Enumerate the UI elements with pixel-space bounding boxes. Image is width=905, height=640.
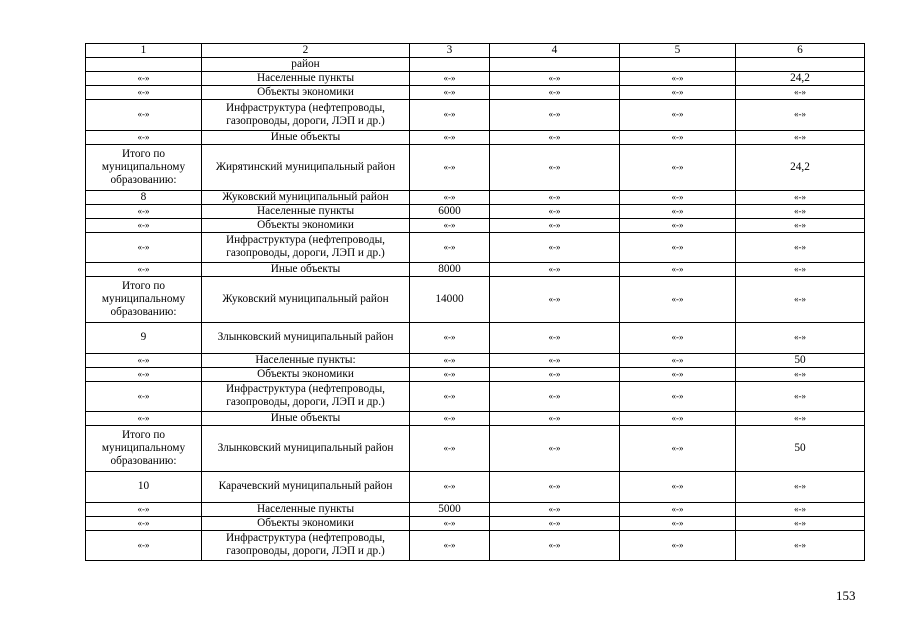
header-cell-2: 2 [202, 44, 410, 58]
table-cell-col5: «-» [620, 353, 736, 367]
table-cell-col4: «-» [490, 412, 620, 426]
table-cell-col1: «-» [86, 516, 202, 530]
table-cell-col1 [86, 58, 202, 72]
table-cell-col1: Итого по муниципальному образованию: [86, 277, 202, 323]
document-table [85, 43, 865, 561]
table-row [86, 472, 865, 503]
table-cell-col2: Иные объекты [202, 130, 410, 144]
table-cell-col1: «-» [86, 100, 202, 131]
table-cell-col2: Инфраструктура (нефтепроводы, газопроводы, дороги, ЛЭП и др.) [202, 381, 410, 412]
table-cell-col3: «-» [410, 353, 490, 367]
table-row [86, 367, 865, 381]
table-cell-col5: «-» [620, 263, 736, 277]
table-cell-col1: «-» [86, 218, 202, 232]
table-cell-col1: Итого по муниципальному образованию: [86, 426, 202, 472]
table-cell-col3: «-» [410, 426, 490, 472]
table-cell-col5: «-» [620, 516, 736, 530]
table-cell-col6: «-» [736, 218, 865, 232]
table-cell-col4: «-» [490, 277, 620, 323]
table-row [86, 130, 865, 144]
table-cell-col1: 8 [86, 190, 202, 204]
table-cell-col5: «-» [620, 277, 736, 323]
table-cell-col3: «-» [410, 100, 490, 131]
table-header-row [86, 44, 865, 58]
table-row [86, 353, 865, 367]
table-cell-col1: «-» [86, 502, 202, 516]
table-cell-col4: «-» [490, 204, 620, 218]
table-cell-col6: «-» [736, 516, 865, 530]
table-cell-col2: Иные объекты [202, 263, 410, 277]
table-cell-col2: Злынковский муниципальный район [202, 323, 410, 354]
table-cell-col1: 10 [86, 472, 202, 503]
table-cell-col3: 5000 [410, 502, 490, 516]
table-cell-col3: «-» [410, 323, 490, 354]
table-cell-col6: 50 [736, 426, 865, 472]
table-cell-col2: Объекты экономики [202, 86, 410, 100]
table-cell-col5: «-» [620, 204, 736, 218]
table-cell-col2: Карачевский муниципальный район [202, 472, 410, 503]
table-cell-col3: «-» [410, 412, 490, 426]
table-cell-col3: «-» [410, 516, 490, 530]
table-cell-col6: «-» [736, 381, 865, 412]
table-cell-col2: Населенные пункты [202, 502, 410, 516]
table-row [86, 426, 865, 472]
table-row [86, 232, 865, 263]
table-cell-col6: «-» [736, 263, 865, 277]
table-cell-col3: 8000 [410, 263, 490, 277]
table-cell-col2: Объекты экономики [202, 218, 410, 232]
table-row [86, 86, 865, 100]
table-cell-col6: «-» [736, 277, 865, 323]
table-cell-col5: «-» [620, 426, 736, 472]
page-number: 153 [836, 588, 856, 603]
header-cell-5: 5 [620, 44, 736, 58]
table-cell-col5 [620, 58, 736, 72]
table-cell-col3: 14000 [410, 277, 490, 323]
table-cell-col2: Объекты экономики [202, 367, 410, 381]
table-cell-col6: «-» [736, 204, 865, 218]
table-cell-col5: «-» [620, 472, 736, 503]
table-cell-col4: «-» [490, 367, 620, 381]
table-cell-col5: «-» [620, 86, 736, 100]
table-cell-col6: «-» [736, 190, 865, 204]
table-cell-col4: «-» [490, 502, 620, 516]
table-cell-col6: «-» [736, 472, 865, 503]
table-cell-col2: Населенные пункты [202, 204, 410, 218]
table-cell-col5: «-» [620, 530, 736, 561]
table-cell-col6: 24,2 [736, 72, 865, 86]
table-cell-col1: «-» [86, 263, 202, 277]
table-cell-col6: 50 [736, 353, 865, 367]
table-cell-col4: «-» [490, 263, 620, 277]
table-cell-col5: «-» [620, 323, 736, 354]
table-cell-col1: Итого по муниципальному образованию: [86, 144, 202, 190]
table-cell-col3: 6000 [410, 204, 490, 218]
table-row [86, 72, 865, 86]
table-cell-col1: «-» [86, 381, 202, 412]
table-cell-col2: район [202, 58, 410, 72]
table-cell-col4 [490, 58, 620, 72]
table-cell-col1: «-» [86, 530, 202, 561]
table-cell-col6: «-» [736, 86, 865, 100]
table-cell-col2: Инфраструктура (нефтепроводы, газопроводы, дороги, ЛЭП и др.) [202, 100, 410, 131]
header-cell-3: 3 [410, 44, 490, 58]
table-cell-col4: «-» [490, 323, 620, 354]
table-cell-col1: 9 [86, 323, 202, 354]
table-row [86, 58, 865, 72]
table-cell-col6: «-» [736, 502, 865, 516]
table-row [86, 502, 865, 516]
table-cell-col3: «-» [410, 472, 490, 503]
table-cell-col3: «-» [410, 367, 490, 381]
table-cell-col4: «-» [490, 72, 620, 86]
table-cell-col2: Населенные пункты [202, 72, 410, 86]
table-cell-col5: «-» [620, 130, 736, 144]
table-cell-col3: «-» [410, 381, 490, 412]
table-cell-col1: «-» [86, 86, 202, 100]
table-row [86, 323, 865, 354]
table-cell-col5: «-» [620, 100, 736, 131]
table-cell-col2: Жуковский муниципальный район [202, 190, 410, 204]
table-row [86, 100, 865, 131]
table-row [86, 144, 865, 190]
table-cell-col2: Инфраструктура (нефтепроводы, газопроводы, дороги, ЛЭП и др.) [202, 232, 410, 263]
table-row [86, 190, 865, 204]
table-cell-col4: «-» [490, 426, 620, 472]
table-row [86, 277, 865, 323]
table-cell-col3: «-» [410, 190, 490, 204]
table-cell-col4: «-» [490, 144, 620, 190]
table-cell-col5: «-» [620, 502, 736, 516]
table-cell-col5: «-» [620, 232, 736, 263]
table-cell-col1: «-» [86, 72, 202, 86]
table-cell-col1: «-» [86, 412, 202, 426]
table-cell-col2: Жуковский муниципальный район [202, 277, 410, 323]
table-cell-col6: «-» [736, 130, 865, 144]
table-cell-col1: «-» [86, 204, 202, 218]
table-cell-col4: «-» [490, 381, 620, 412]
table-cell-col6: «-» [736, 367, 865, 381]
table-cell-col3: «-» [410, 86, 490, 100]
table-cell-col2: Объекты экономики [202, 516, 410, 530]
table-cell-col1: «-» [86, 130, 202, 144]
table-cell-col2: Населенные пункты: [202, 353, 410, 367]
table-cell-col5: «-» [620, 144, 736, 190]
header-cell-6: 6 [736, 44, 865, 58]
table-row [86, 516, 865, 530]
table-cell-col2: Жирятинский муниципальный район [202, 144, 410, 190]
table-cell-col6: «-» [736, 323, 865, 354]
table-cell-col2: Злынковский муниципальный район [202, 426, 410, 472]
table-cell-col4: «-» [490, 232, 620, 263]
table-cell-col4: «-» [490, 530, 620, 561]
table-cell-col3: «-» [410, 530, 490, 561]
table-cell-col6: 24,2 [736, 144, 865, 190]
table-cell-col1: «-» [86, 232, 202, 263]
table-body [86, 44, 865, 561]
table-cell-col6: «-» [736, 232, 865, 263]
table-cell-col5: «-» [620, 218, 736, 232]
table-cell-col3: «-» [410, 232, 490, 263]
table-cell-col1: «-» [86, 353, 202, 367]
table-cell-col2: Иные объекты [202, 412, 410, 426]
table-cell-col6 [736, 58, 865, 72]
table-cell-col4: «-» [490, 516, 620, 530]
table-cell-col5: «-» [620, 190, 736, 204]
table-cell-col1: «-» [86, 367, 202, 381]
table-cell-col5: «-» [620, 412, 736, 426]
table-row [86, 263, 865, 277]
table-cell-col3 [410, 58, 490, 72]
table-cell-col4: «-» [490, 100, 620, 131]
table-row [86, 204, 865, 218]
table-cell-col6: «-» [736, 530, 865, 561]
table-cell-col6: «-» [736, 100, 865, 131]
header-cell-4: 4 [490, 44, 620, 58]
table-row [86, 412, 865, 426]
table-row [86, 530, 865, 561]
table-cell-col4: «-» [490, 353, 620, 367]
table-cell-col5: «-» [620, 381, 736, 412]
table-row [86, 218, 865, 232]
table-cell-col3: «-» [410, 218, 490, 232]
table-cell-col4: «-» [490, 190, 620, 204]
table-cell-col2: Инфраструктура (нефтепроводы, газопроводы, дороги, ЛЭП и др.) [202, 530, 410, 561]
table-cell-col3: «-» [410, 144, 490, 190]
table-cell-col5: «-» [620, 72, 736, 86]
table-cell-col4: «-» [490, 130, 620, 144]
table-row [86, 381, 865, 412]
table-cell-col4: «-» [490, 218, 620, 232]
table-cell-col3: «-» [410, 130, 490, 144]
table-cell-col6: «-» [736, 412, 865, 426]
table-cell-col5: «-» [620, 367, 736, 381]
header-cell-1: 1 [86, 44, 202, 58]
table-cell-col3: «-» [410, 72, 490, 86]
table-cell-col4: «-» [490, 472, 620, 503]
table-cell-col4: «-» [490, 86, 620, 100]
